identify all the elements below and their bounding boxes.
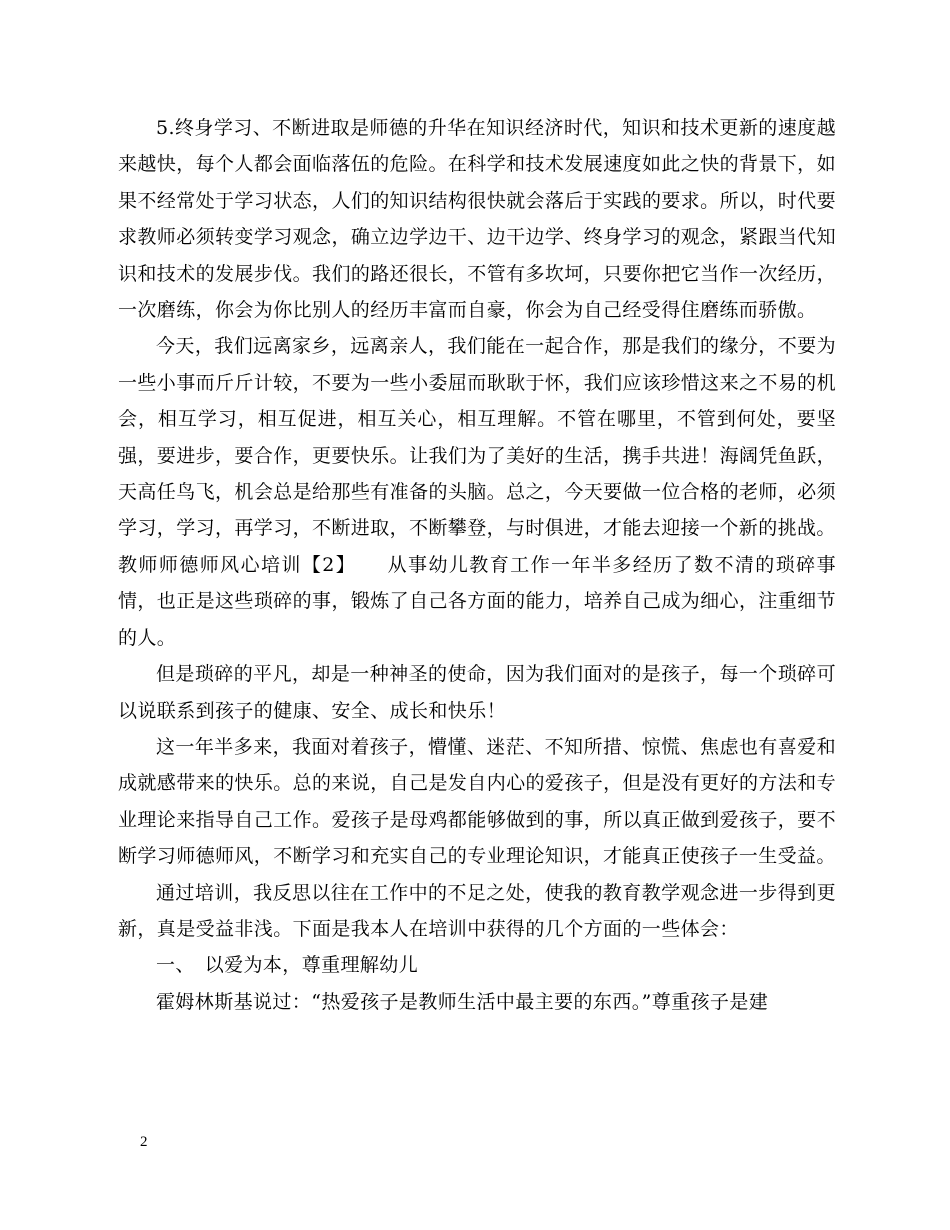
paragraph-year-reflection: 这一年半多来，我面对着孩子，懵懂、迷茫、不知所措、惊慌、焦虑也有喜爱和成就感带来的快乐。总的来说，自己是发自内心的爱孩子，但是没有更好的方法和专业理论来指导自己工作。爱孩子是母鸡都能够做到的事，所以真正做到爱孩子，要不断学习师德师风，不断学习和充实自己的专业理论知识，才能真正使孩子一生受益。 [118, 735, 836, 868]
page-number: 2 [140, 1134, 148, 1150]
paragraph-training-title: 教师师德师风心培训【2】 从事幼儿教育工作一年半多经历了数不清的琐碎事情，也正是这些琐碎的事，锻炼了自己各方面的能力，培养自己成为细心，注重细节的人。 [118, 553, 836, 649]
paragraph-cooperation: 今天，我们远离家乡，远离亲人，我们能在一起合作，那是我们的缘分，不要为一些小事而斤斤计较，不要为一些小委屈而耿耿于怀，我们应该珍惜这来之不易的机会，相互学习，相互促进，相互关心，相互理解。不管在哪里，不管到何处，要坚强，要进步，要合作，更要快乐。让我们为了美好的生活，携手共进！海阔凭鱼跃，天高任鸟飞，机会总是给那些有准备的头脑。总之，今天要做一位合格的老师，必须学习，学习，再学习，不断进取，不断攀登，与时俱进，才能去迎接一个新的挑战。 [118, 335, 836, 540]
paragraph-lifelong-learning: 5.终身学习、不断进取是师德的升华在知识经济时代，知识和技术更新的速度越来越快，每个人都会面临落伍的危险。在科学和技术发展速度如此之快的背景下，如果不经常处于学习状态，人们的知识结构很快就会落后于实践的要求。所以，时代要求教师必须转变学习观念，确立边学边干、边干边学、终身学习的观念，紧跟当代知识和技术的发展步伐。我们的路还很长，不管有多坎坷，只要你把它当作一次经历，一次磨练，你会为你比别人的经历丰富而自豪，你会为自己经受得住磨练而骄傲。 [118, 117, 836, 322]
section-heading-love: 一、 以爱为本，尊重理解幼儿 [156, 954, 419, 977]
paragraph-training-reflection: 通过培训，我反思以往在工作中的不足之处，使我的教育教学观念进一步得到更新，真是受益非浅。下面是我本人在培训中获得的几个方面的一些体会： [118, 881, 836, 940]
document-body [118, 110, 836, 1020]
paragraph-trivial-mission: 但是琐碎的平凡，却是一种神圣的使命，因为我们面对的是孩子，每一个琐碎可以说联系到孩子的健康、安全、成长和快乐！ [118, 663, 836, 722]
paragraph-quote: 霍姆林斯基说过：“热爱孩子是教师生活中最主要的东西。”尊重孩子是建 [156, 990, 769, 1013]
